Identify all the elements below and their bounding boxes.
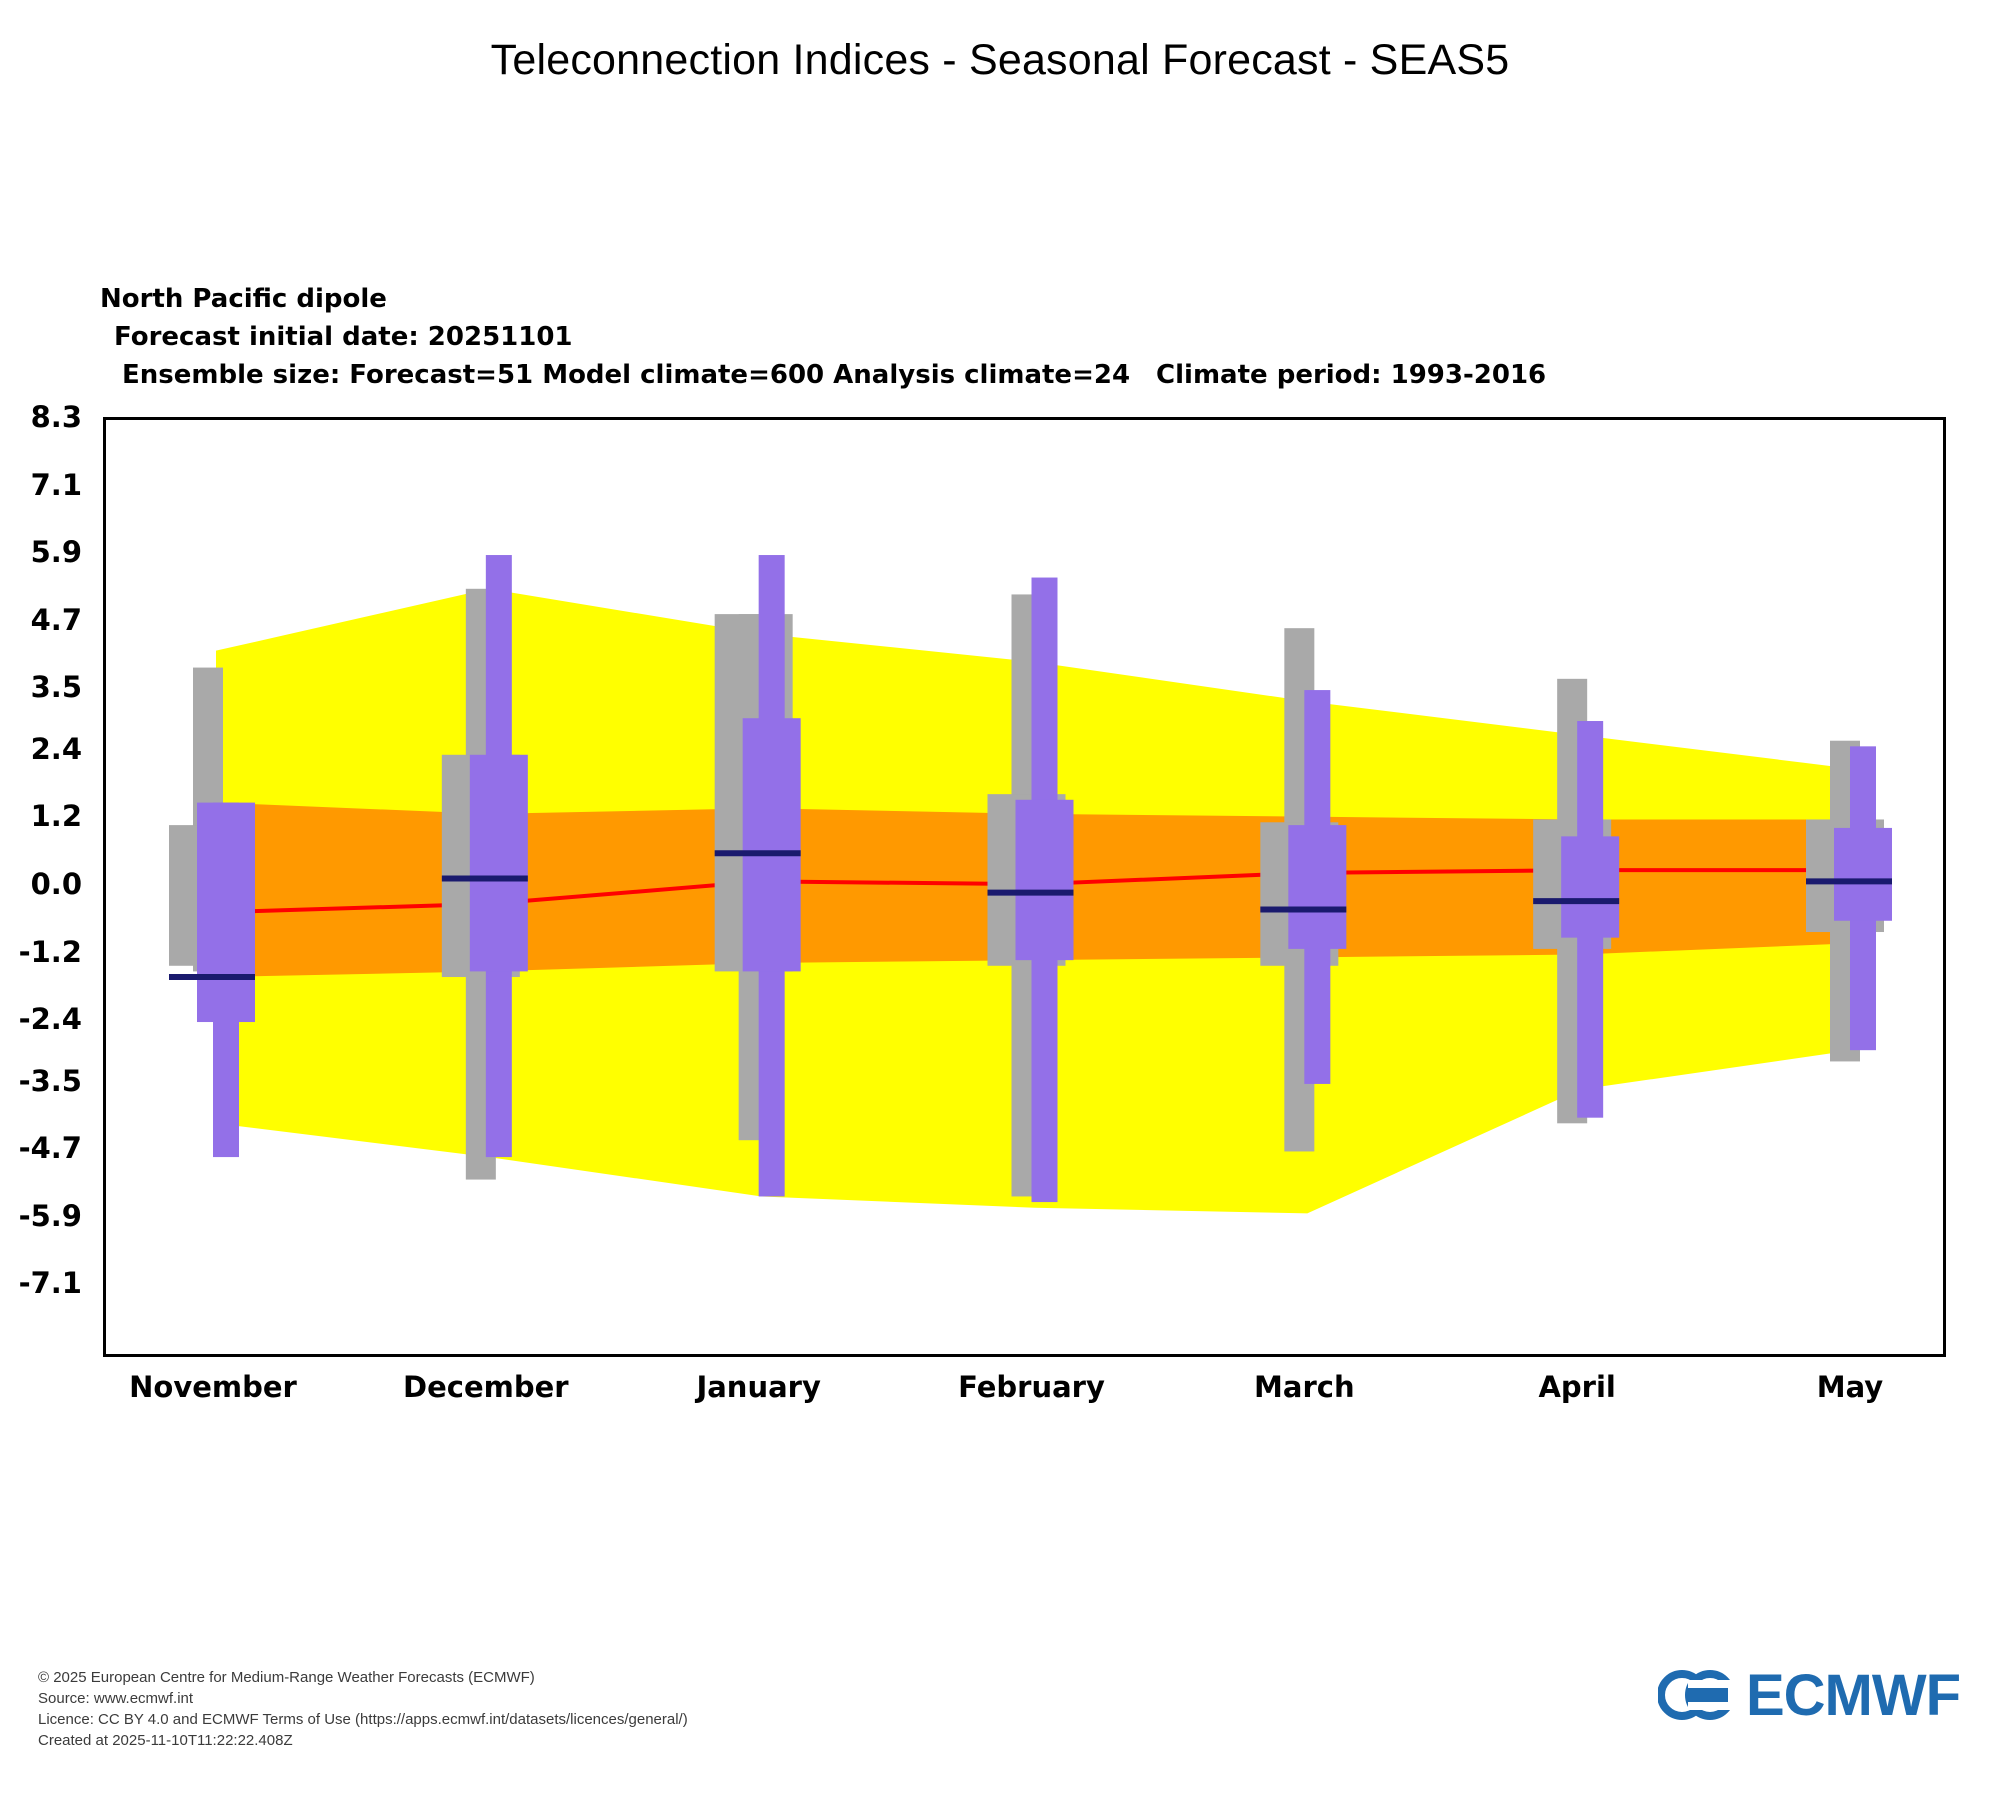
y-axis-tick-label: 2.4 [30, 731, 82, 766]
y-axis-tick-label: -5.9 [18, 1198, 82, 1233]
page-title: Teleconnection Indices - Seasonal Forecast - SEAS5 [490, 36, 1510, 84]
y-axis-tick-label: 1.2 [30, 799, 82, 834]
header-forecast-date: Forecast initial date: 20251101 [114, 322, 573, 352]
x-axis-tick-label: April [1538, 1370, 1616, 1404]
header-ensemble-climate [100, 356, 1900, 394]
footer [38, 1667, 688, 1751]
y-axis-tick-label: 5.9 [30, 535, 82, 570]
x-axis [103, 1370, 1946, 1420]
header-index-name: North Pacific dipole [100, 284, 387, 314]
footer-copyright: © 2025 European Centre for Medium-Range Weather Forecasts (ECMWF) [38, 1669, 535, 1686]
x-axis-tick-label: February [958, 1370, 1105, 1404]
y-axis-tick-label: 8.3 [30, 400, 82, 434]
x-axis-tick-label: December [403, 1370, 569, 1404]
header-climate-period: Climate period: 1993-2016 [1156, 360, 1547, 390]
footer-created: Created at 2025-11-10T11:22:22.408Z [38, 1732, 293, 1749]
y-axis-tick-label: 0.0 [30, 867, 82, 901]
y-axis-tick-label: 7.1 [30, 467, 82, 502]
x-axis-tick-label: March [1254, 1370, 1355, 1404]
y-axis-tick-label: 4.7 [30, 602, 82, 637]
y-axis-tick-label: -2.4 [18, 1002, 82, 1037]
x-axis-tick-label: May [1816, 1370, 1884, 1404]
y-axis-tick-label: -3.5 [18, 1063, 82, 1098]
footer-licence: Licence: CC BY 4.0 and ECMWF Terms of Use (https://apps.ecmwf.int/datasets/licences/general/) [38, 1711, 688, 1728]
ecmwf-mark-icon [1658, 1666, 1736, 1724]
ecmwf-logo [1658, 1660, 1960, 1730]
plot-area [103, 417, 1946, 1357]
x-axis-tick-label: November [129, 1370, 297, 1404]
y-axis [0, 400, 92, 1357]
header-ensemble-size: Ensemble size: Forecast=51 Model climate=600 Analysis climate=24 [122, 360, 1131, 390]
y-axis-tick-label: 3.5 [30, 670, 82, 705]
y-axis-tick-label: -4.7 [18, 1131, 82, 1166]
footer-source: Source: www.ecmwf.int [38, 1690, 194, 1707]
y-axis-tick-label: -1.2 [18, 934, 82, 969]
x-axis-tick-label: January [696, 1370, 821, 1404]
y-axis-tick-label: -7.1 [18, 1266, 82, 1301]
chart-header [100, 280, 1900, 394]
ecmwf-logo-text: ECMWF [1745, 1662, 1960, 1728]
